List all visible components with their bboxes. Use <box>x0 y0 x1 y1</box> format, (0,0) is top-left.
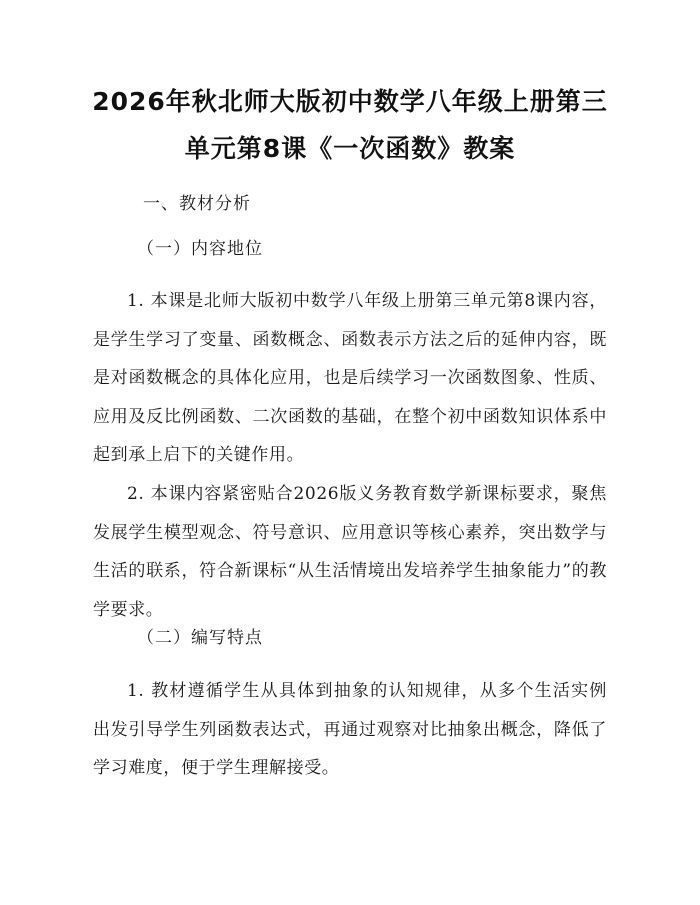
subsection-heading-content-position: （一）内容地位 <box>137 239 263 259</box>
subsection-heading-writing-features: （二）编写特点 <box>137 628 263 648</box>
paragraph-writing-features-1: 1. 教材遵循学生从具体到抽象的认知规律，从多个生活实例出发引导学生列函数表达式，再通过观察对比抽象出概念，降低了学习难度，便于学生理解接受。 <box>93 681 607 778</box>
section-heading-textbook-analysis: 一、教材分析 <box>143 194 251 214</box>
paragraph-content-position-2: 2. 本课内容紧密贴合2026版义务教育数学新课标要求，聚焦发展学生模型观念、符号意识、应用意识等核心素养，突出数学与生活的联系，符合新课标“从生活情境出发培养学生抽象能力”的教学要求。 <box>93 484 607 620</box>
document-title-line-2: 单元第8课《一次函数》教案 <box>184 134 516 163</box>
paragraph-content-position-1: 1. 本课是北师大版初中数学八年级上册第三单元第8课内容，是学生学习了变量、函数概念、函数表示方法之后的延伸内容，既是对函数概念的具体化应用，也是后续学习一次函数图象、性质、应用及反比例函数、二次函数的基础，在整个初中函数知识体系中起到承上启下的关键作用。 <box>93 291 607 465</box>
document-title-line-1: 2026年秋北师大版初中数学八年级上册第三 <box>92 87 608 116</box>
